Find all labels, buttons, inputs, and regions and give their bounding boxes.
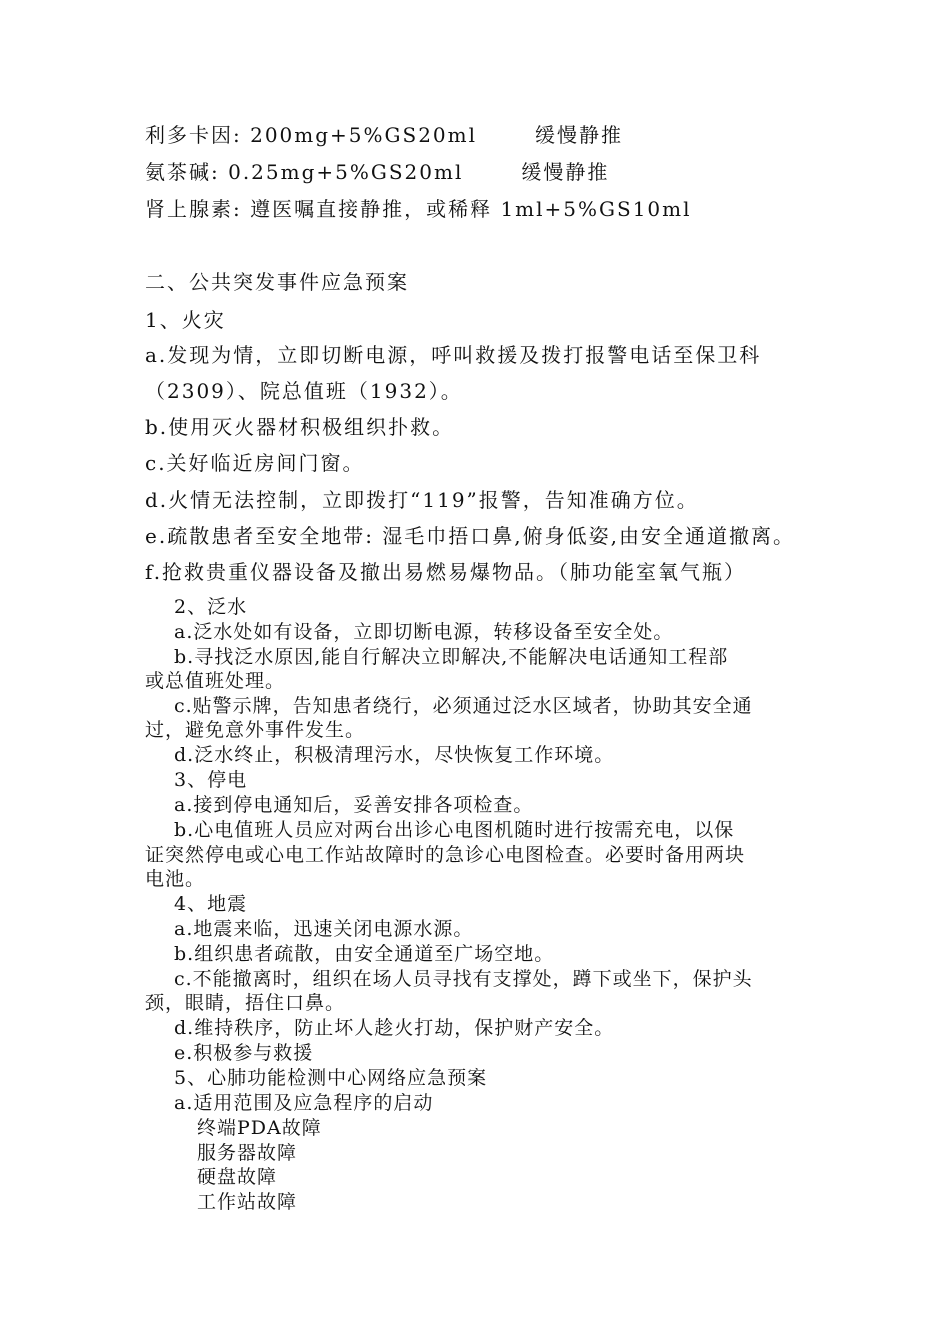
power-item-b-cont: 证突然停电或心电工作站故障时的急诊心电图检查。必要时备用两块 — [145, 844, 746, 866]
quake-item-d: d.维持秩序，防止坏人趁火打劫，保护财产安全。 — [174, 1017, 615, 1039]
fire-item-f: f.抢救贵重仪器设备及撤出易燃易爆物品。（肺功能室氧气瓶） — [145, 560, 747, 584]
network-fault-item: 工作站故障 — [197, 1191, 298, 1213]
flood-item-a: a.泛水处如有设备，立即切断电源，转移设备至安全处。 — [174, 621, 674, 643]
drug-name: 利多卡因 — [145, 123, 233, 147]
network-fault-item: 终端PDA故障 — [197, 1117, 322, 1139]
power-item-a: a.接到停电通知后，妥善安排各项检查。 — [174, 794, 534, 816]
fire-item-a: a.发现为情，立即切断电源，呼叫救援及拨打报警电话至保卫科 — [145, 343, 762, 367]
drug-dose: : 200mg+5%GS20ml — [233, 123, 478, 147]
flood-item-b: b.寻找泛水原因,能自行解决立即解决,不能解决电话通知工程部 — [174, 646, 729, 668]
flood-item-c-cont: 过，避免意外事件发生。 — [145, 719, 366, 741]
network-item-a: a.适用范围及应急程序的启动 — [174, 1092, 434, 1114]
fire-item-e: e.疏散患者至安全地带: 湿毛巾捂口鼻,俯身低姿,由安全通道撤离。 — [145, 524, 796, 548]
drug-line-lidocaine — [145, 125, 623, 145]
fire-item-c: c.关好临近房间门窗。 — [145, 451, 365, 475]
power-item-b: b.心电值班人员应对两台出诊心电图机随时进行按需充电，以保 — [174, 819, 735, 841]
quake-item-e: e.积极参与救援 — [174, 1042, 314, 1064]
quake-item-b: b.组织患者疏散，由安全通道至广场空地。 — [174, 943, 555, 965]
quake-item-c-cont: 颈，眼睛，捂住口鼻。 — [145, 992, 346, 1014]
flood-item-b-cont: 或总值班处理。 — [145, 670, 286, 692]
power-item-b-cont2: 电池。 — [145, 868, 206, 890]
fire-item-b: b.使用灭火器材积极组织扑救。 — [145, 415, 455, 439]
quake-item-c: c.不能撤离时，组织在场人员寻找有支撑处，蹲下或坐下，保护头 — [174, 968, 753, 990]
network-fault-item: 硬盘故障 — [197, 1166, 278, 1188]
quake-item-a: a.地震来临，迅速关闭电源水源。 — [174, 918, 474, 940]
flood-title: 2、泛水 — [174, 596, 248, 618]
network-title: 5、心肺功能检测中心网络应急预案 — [174, 1067, 488, 1089]
drug-route: 缓慢静推 — [535, 123, 624, 147]
drug-line-aminophylline — [145, 162, 609, 182]
drug-dose: : 0.25mg+5%GS20ml — [211, 160, 464, 184]
fire-title: 1、火灾 — [145, 308, 226, 332]
network-fault-item: 服务器故障 — [197, 1142, 298, 1164]
flood-item-d: d.泛水终止，积极清理污水，尽快恢复工作环境。 — [174, 744, 615, 766]
flood-item-c: c.贴警示牌，告知患者绕行，必须通过泛水区域者，协助其安全通 — [174, 695, 753, 717]
quake-title: 4、地震 — [174, 893, 248, 915]
section-title: 二、公共突发事件应急预案 — [145, 270, 409, 294]
power-title: 3、停电 — [174, 769, 248, 791]
fire-item-d: d.火情无法控制，立即拨打“119”报警，告知准确方位。 — [145, 488, 699, 512]
drug-line-epinephrine: 肾上腺素: 遵医嘱直接静推，或稀释 1ml+5%GS10ml — [145, 197, 692, 221]
drug-name: 氨茶碱 — [145, 160, 211, 184]
fire-item-a-cont: （2309）、院总值班（1932）。 — [145, 379, 463, 403]
drug-route: 缓慢静推 — [521, 160, 610, 184]
